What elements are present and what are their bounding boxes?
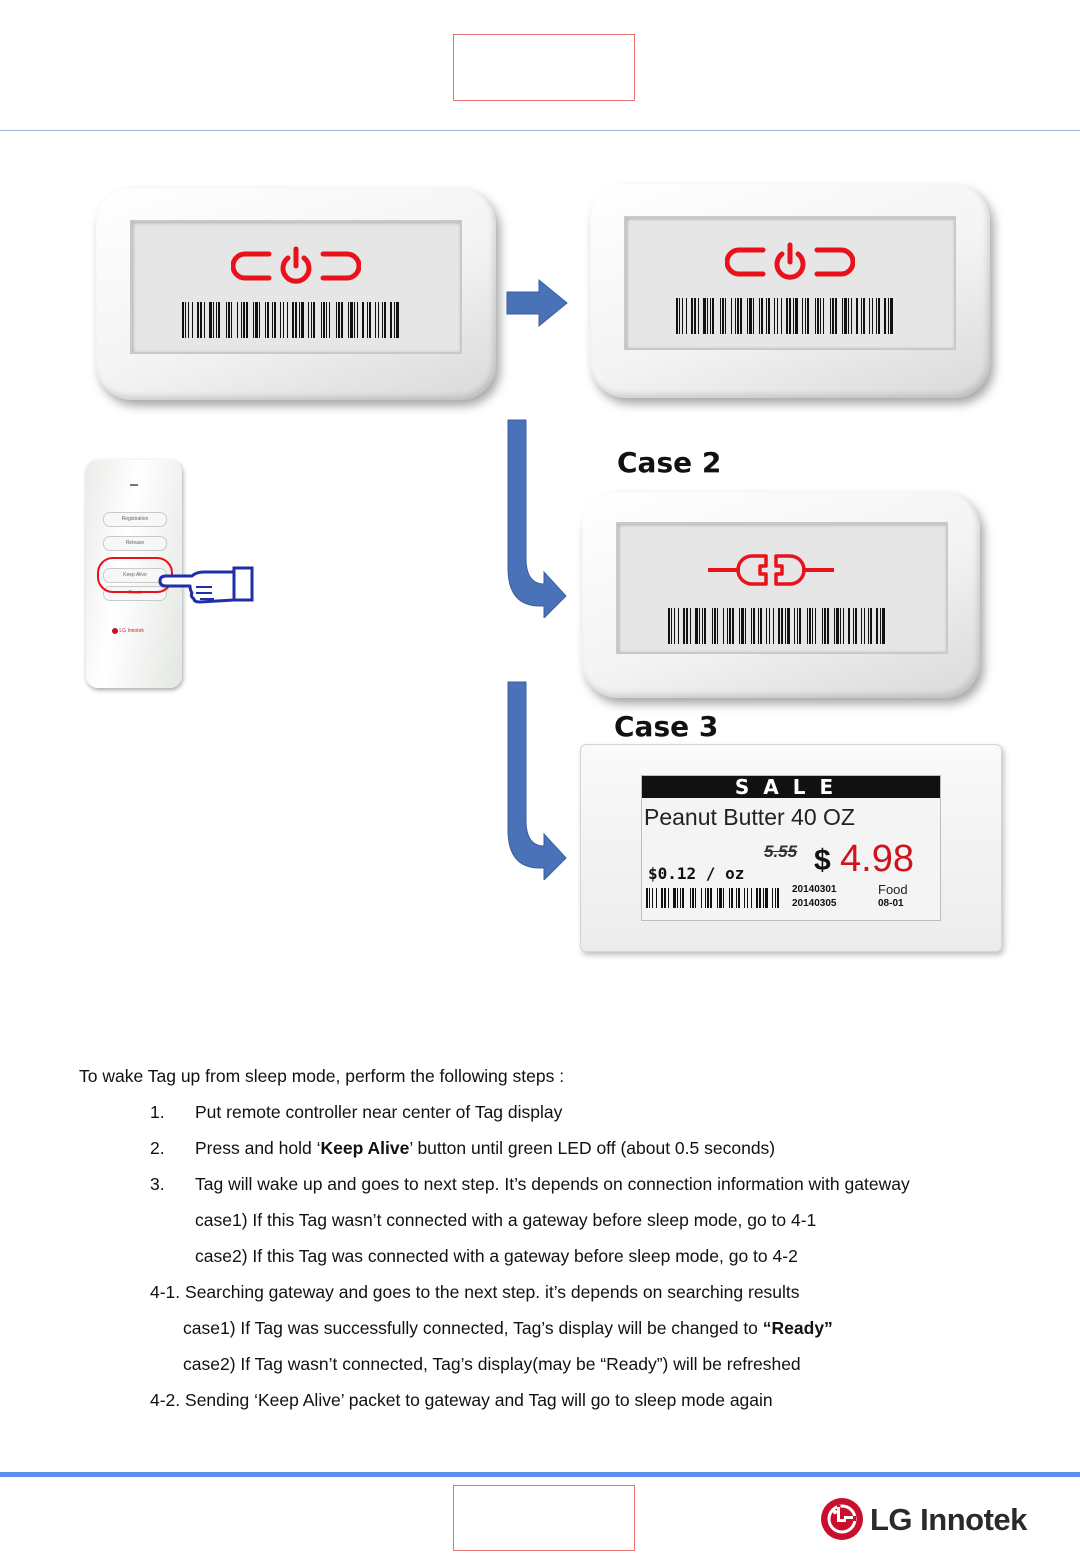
category: Food xyxy=(878,882,908,897)
tag-case2-disconnected xyxy=(582,492,980,698)
curved-arrow-down-right-icon xyxy=(500,418,570,618)
brand-dot-icon xyxy=(112,628,118,634)
step2-post: ’ button until green LED off (about 0.5 seconds) xyxy=(409,1138,776,1158)
date-start: 20140301 xyxy=(792,884,837,895)
step1-number: 1. xyxy=(150,1102,165,1122)
step1-text: Put remote controller near center of Tag display xyxy=(195,1102,563,1122)
barcode-icon xyxy=(646,888,782,908)
keep-alive-emphasis: Keep Alive xyxy=(320,1138,410,1158)
step3-case2: case2) If this Tag was connected with a gateway before sleep mode, go to 4-2 xyxy=(195,1246,798,1266)
disconnected-link-icon xyxy=(706,550,836,590)
case2-label: Case 2 xyxy=(617,446,722,479)
barcode-icon xyxy=(182,302,400,338)
pointing-hand-icon xyxy=(156,558,256,608)
header-divider xyxy=(0,130,1080,131)
step42-text: 4-2. Sending ‘Keep Alive’ packet to gateway and Tag will go to sleep mode again xyxy=(150,1390,773,1410)
case3-label: Case 3 xyxy=(614,710,719,743)
remote-brand-logo xyxy=(112,628,144,634)
step41-text: 4-1. Searching gateway and goes to the next step. it’s depends on searching results xyxy=(150,1282,800,1302)
unit-price: $0.12 / oz xyxy=(648,864,745,883)
tag-sleep-initial xyxy=(96,188,496,400)
tag-sleep-case1 xyxy=(590,184,990,398)
lg-innotek-logo-text: LG Innotek xyxy=(870,1502,1027,1537)
footer-divider xyxy=(0,1472,1080,1477)
led-indicator xyxy=(130,484,138,486)
tag-screen xyxy=(130,220,462,354)
step3-text: Tag will wake up and goes to next step. It’s depends on connection information with gateway xyxy=(195,1174,910,1194)
keep-alive-button[interactable]: Keep Alive xyxy=(103,568,167,583)
tag-screen xyxy=(624,216,956,350)
remote-brand-text: LG Innotek xyxy=(119,628,144,634)
step3-case1: case1) If this Tag wasn’t connected with a gateway before sleep mode, go to 4-1 xyxy=(195,1210,817,1230)
reset-button[interactable]: Reset xyxy=(103,586,167,601)
registration-button[interactable]: Registration xyxy=(103,512,167,527)
lg-innotek-logo xyxy=(820,1497,1060,1543)
step41-case1 xyxy=(183,1318,833,1339)
esl-screen xyxy=(641,775,941,921)
release-button[interactable]: Release xyxy=(103,536,167,551)
step2-number: 2. xyxy=(150,1138,165,1158)
instructions-intro: To wake Tag up from sleep mode, perform the following steps : xyxy=(79,1066,565,1086)
barcode-icon xyxy=(676,298,894,334)
step3-number: 3. xyxy=(150,1174,165,1194)
barcode-icon xyxy=(668,608,886,644)
curved-arrow-down-right-icon xyxy=(500,680,570,880)
step41-case2: case2) If Tag wasn’t connected, Tag’s display(may be “Ready”) will be refreshed xyxy=(183,1354,801,1374)
power-sleep-icon xyxy=(725,240,855,284)
old-price: 5.55 xyxy=(764,842,798,861)
arrow-right-icon xyxy=(505,278,569,328)
sale-price: 4.98 xyxy=(840,838,914,880)
sale-banner: SALE xyxy=(642,776,940,798)
header-placeholder-box xyxy=(453,34,635,101)
step41-case1-pre: case1) If Tag was successfully connected, Tag’s display will be changed to xyxy=(183,1318,763,1338)
tag-screen xyxy=(616,522,948,654)
currency-symbol: $ xyxy=(814,844,831,877)
esl-price-tag xyxy=(580,744,1002,952)
step2-pre: Press and hold ‘ xyxy=(195,1138,321,1158)
lg-logo-icon xyxy=(820,1497,864,1541)
aisle-code: 08-01 xyxy=(878,898,904,909)
ready-emphasis: “Ready” xyxy=(762,1318,833,1338)
power-sleep-icon xyxy=(231,244,361,288)
footer-placeholder-box xyxy=(453,1485,635,1551)
step2-text xyxy=(195,1138,775,1159)
product-name: Peanut Butter 40 OZ xyxy=(644,804,855,830)
date-end: 20140305 xyxy=(792,898,837,909)
